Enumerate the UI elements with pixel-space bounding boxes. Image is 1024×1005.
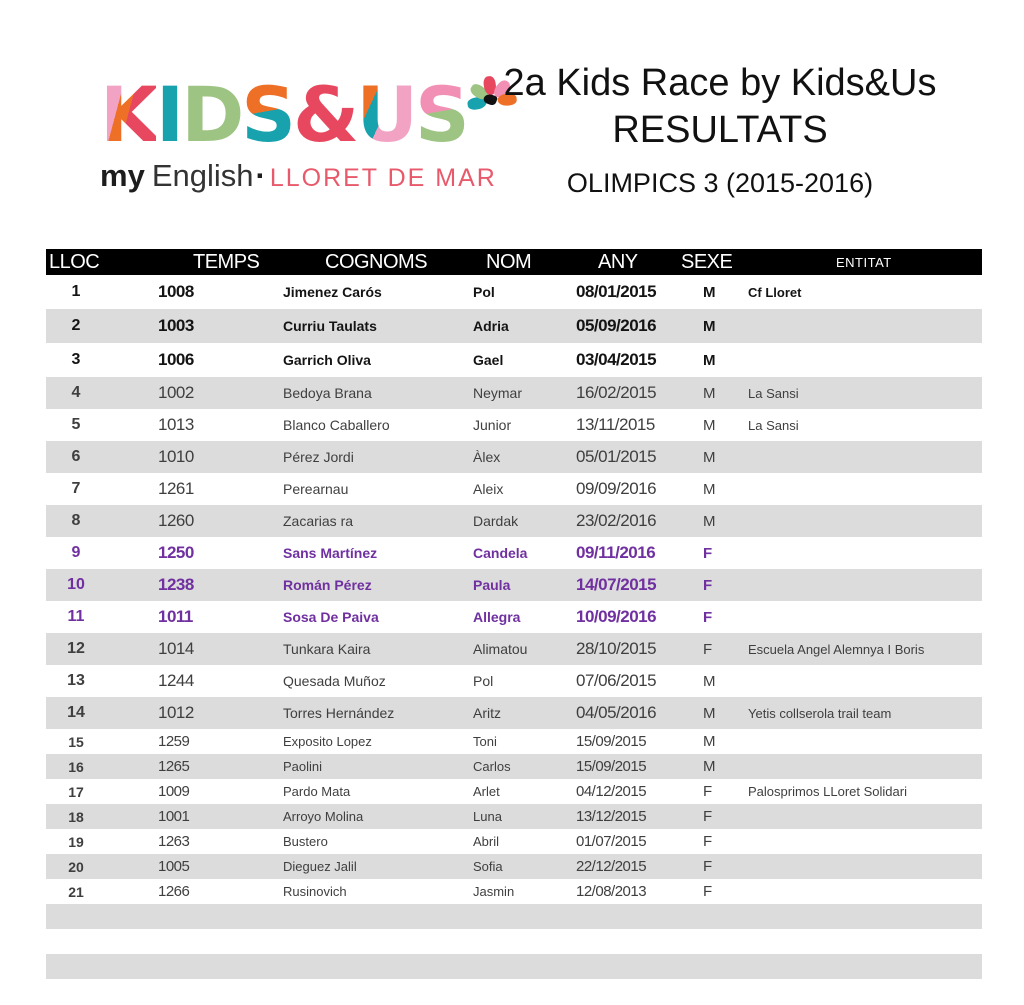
header-cell-cognoms: COGNOMS xyxy=(325,251,428,273)
header-cell-entitat: ENTITAT xyxy=(836,255,892,270)
cell-lloc: 19 xyxy=(68,833,84,850)
cell-nom: Dardak xyxy=(473,513,519,529)
cell-temps: 1011 xyxy=(158,607,193,626)
cell-any: 28/10/2015 xyxy=(576,639,657,658)
cell-nom: Paula xyxy=(473,577,511,593)
logo-letter: U xyxy=(356,70,414,159)
cell-temps: 1250 xyxy=(158,543,194,562)
cell-nom: Aleix xyxy=(473,481,504,497)
tagline-english: English xyxy=(151,158,254,193)
table-row xyxy=(46,569,982,601)
cell-sexe: M xyxy=(703,672,716,690)
table-row xyxy=(46,537,982,569)
table-row xyxy=(46,601,982,633)
cell-temps: 1261 xyxy=(158,479,194,498)
cell-temps: 1238 xyxy=(158,575,194,594)
cell-lloc: 2 xyxy=(71,317,81,334)
table-row xyxy=(46,633,982,665)
table-row xyxy=(46,804,982,829)
cell-cognoms: Bedoya Brana xyxy=(283,385,372,401)
header-cell-nom: NOM xyxy=(486,251,532,273)
cell-temps: 1012 xyxy=(158,703,194,722)
logo-letter: K xyxy=(100,70,154,159)
cell-sexe: M xyxy=(703,512,716,530)
cell-any: 22/12/2015 xyxy=(576,858,647,875)
kidsus-wordmark xyxy=(100,68,470,158)
cell-cognoms: Blanco Caballero xyxy=(283,417,390,433)
cell-temps: 1244 xyxy=(158,671,194,690)
cell-sexe: F xyxy=(703,858,713,875)
cell-cognoms: Paolini xyxy=(283,759,323,774)
cell-sexe: M xyxy=(703,758,716,775)
table-row-empty xyxy=(46,904,982,929)
cell-temps: 1265 xyxy=(158,758,190,775)
flower-asterisk-icon xyxy=(469,74,470,124)
cell-any: 05/01/2015 xyxy=(576,447,657,466)
cell-temps: 1003 xyxy=(158,316,194,335)
cell-any: 10/09/2016 xyxy=(576,607,657,626)
cell-cognoms: Arroyo Molina xyxy=(283,809,364,824)
cell-any: 05/09/2016 xyxy=(576,316,657,335)
cell-cognoms: Exposito Lopez xyxy=(283,734,372,749)
cell-lloc: 21 xyxy=(68,883,84,900)
cell-entitat: Palosprimos LLoret Solidari xyxy=(748,784,907,799)
table-row xyxy=(46,854,982,879)
results-table-body xyxy=(46,275,982,979)
cell-lloc: 14 xyxy=(67,704,85,721)
logo-letter: D xyxy=(181,70,240,159)
cell-temps: 1263 xyxy=(158,833,190,850)
cell-any: 09/11/2016 xyxy=(576,543,656,562)
cell-any: 07/06/2015 xyxy=(576,671,657,690)
cell-nom: Pol xyxy=(473,673,494,689)
title-category: OLIMPICS 3 (2015-2016) xyxy=(566,168,874,198)
cell-temps: 1005 xyxy=(158,858,190,875)
cell-nom: Sofia xyxy=(473,859,503,874)
cell-any: 23/02/2016 xyxy=(576,511,657,530)
cell-entitat: Cf Lloret xyxy=(748,284,802,300)
cell-entitat: La Sansi xyxy=(748,385,799,401)
cell-nom: Arlet xyxy=(473,784,500,799)
cell-sexe: M xyxy=(703,384,716,402)
cell-lloc: 11 xyxy=(67,608,85,625)
cell-nom: Adria xyxy=(473,318,509,334)
cell-any: 14/07/2015 xyxy=(576,575,657,594)
table-row xyxy=(46,697,982,729)
cell-cognoms: Tunkara Kaira xyxy=(283,641,371,657)
cell-cognoms: Pardo Mata xyxy=(283,784,351,799)
header-cell-temps: TEMPS xyxy=(193,251,260,273)
cell-any: 04/05/2016 xyxy=(576,703,657,722)
cell-nom: Luna xyxy=(473,809,502,824)
cell-any: 09/09/2016 xyxy=(576,479,657,498)
logo-letter: S xyxy=(415,70,465,159)
cell-sexe: F xyxy=(703,640,713,658)
cell-sexe: F xyxy=(703,544,713,562)
cell-nom: Carlos xyxy=(473,759,511,774)
cell-nom: Àlex xyxy=(473,449,501,465)
logo-letter: I xyxy=(155,70,180,159)
cell-sexe: F xyxy=(703,833,713,850)
tagline-location: LLORET DE MAR xyxy=(269,164,497,192)
cell-lloc: 1 xyxy=(71,283,81,300)
cell-cognoms: Jimenez Carós xyxy=(283,284,382,300)
cell-lloc: 12 xyxy=(67,640,85,657)
cell-any: 08/01/2015 xyxy=(576,282,657,301)
cell-entitat: La Sansi xyxy=(748,417,799,433)
cell-nom: Pol xyxy=(473,284,495,300)
cell-lloc: 15 xyxy=(68,733,84,750)
cell-nom: Allegra xyxy=(473,609,521,625)
cell-sexe: M xyxy=(703,704,716,722)
logo-tagline xyxy=(100,158,497,194)
tagline-separator: · xyxy=(255,158,266,193)
cell-any: 16/02/2015 xyxy=(576,383,657,402)
cell-cognoms: Bustero xyxy=(283,834,328,849)
title-race-name: 2a Kids Race by Kids&Us xyxy=(503,62,937,104)
table-row xyxy=(46,409,982,441)
cell-entitat: Escuela Angel Alemnya I Boris xyxy=(748,641,925,657)
cell-sexe: M xyxy=(703,351,716,369)
cell-lloc: 17 xyxy=(68,783,84,800)
cell-entitat: Yetis collserola trail team xyxy=(748,705,892,721)
tagline-my: my xyxy=(100,158,145,193)
cell-cognoms: Sans Martínez xyxy=(283,545,378,561)
cell-cognoms: Dieguez Jalil xyxy=(283,859,357,874)
cell-cognoms: Curriu Taulats xyxy=(283,318,377,334)
kidsus-logo xyxy=(100,68,497,194)
header-cell-sexe: SEXE xyxy=(681,251,733,273)
cell-lloc: 20 xyxy=(68,858,84,875)
cell-lloc: 7 xyxy=(71,480,81,497)
page-title xyxy=(492,60,948,200)
cell-any: 04/12/2015 xyxy=(576,783,647,800)
cell-temps: 1008 xyxy=(158,282,194,301)
cell-nom: Toni xyxy=(473,734,497,749)
cell-any: 12/08/2013 xyxy=(576,883,647,900)
logo-letter: S xyxy=(241,70,292,159)
cell-sexe: M xyxy=(703,733,716,750)
results-table xyxy=(46,249,982,979)
cell-cognoms: Zacarias ra xyxy=(283,513,354,529)
cell-nom: Candela xyxy=(473,545,528,561)
cell-lloc: 5 xyxy=(71,416,81,433)
cell-any: 13/11/2015 xyxy=(576,415,655,434)
cell-sexe: M xyxy=(703,480,716,498)
table-row xyxy=(46,829,982,854)
cell-nom: Jasmin xyxy=(473,884,515,899)
table-row xyxy=(46,473,982,505)
table-row xyxy=(46,879,982,904)
cell-lloc: 16 xyxy=(68,758,84,775)
cell-sexe: M xyxy=(703,448,716,466)
header-cell-any: ANY xyxy=(598,251,638,273)
table-row xyxy=(46,275,982,309)
table-row xyxy=(46,441,982,473)
table-row xyxy=(46,779,982,804)
cell-temps: 1002 xyxy=(158,383,194,402)
cell-any: 15/09/2015 xyxy=(576,758,647,775)
table-row xyxy=(46,377,982,409)
cell-nom: Alimatou xyxy=(473,641,528,657)
cell-lloc: 9 xyxy=(71,544,81,561)
table-row xyxy=(46,505,982,537)
cell-lloc: 8 xyxy=(71,512,81,529)
cell-lloc: 13 xyxy=(67,672,85,689)
cell-sexe: F xyxy=(703,808,713,825)
cell-lloc: 10 xyxy=(67,576,85,593)
cell-sexe: M xyxy=(703,283,716,301)
cell-lloc: 18 xyxy=(68,808,84,825)
cell-nom: Junior xyxy=(473,417,512,433)
cell-temps: 1014 xyxy=(158,639,194,658)
cell-cognoms: Pérez Jordi xyxy=(283,449,354,465)
cell-lloc: 4 xyxy=(71,384,81,401)
cell-nom: Gael xyxy=(473,352,504,368)
cell-temps: 1010 xyxy=(158,447,194,466)
cell-cognoms: Torres Hernández xyxy=(283,705,395,721)
logo-letter: & xyxy=(293,70,355,159)
cell-cognoms: Perearnau xyxy=(283,481,349,497)
cell-any: 13/12/2015 xyxy=(576,808,647,825)
table-row-empty xyxy=(46,954,982,979)
cell-sexe: M xyxy=(703,317,716,335)
cell-any: 15/09/2015 xyxy=(576,733,647,750)
cell-temps: 1006 xyxy=(158,350,194,369)
table-row xyxy=(46,754,982,779)
table-row xyxy=(46,729,982,754)
header-cell-lloc: LLOC xyxy=(49,251,100,273)
cell-lloc: 6 xyxy=(71,448,81,465)
table-row xyxy=(46,665,982,697)
table-row xyxy=(46,309,982,343)
cell-any: 03/04/2015 xyxy=(576,350,657,369)
cell-sexe: F xyxy=(703,783,713,800)
cell-nom: Neymar xyxy=(473,385,523,401)
cell-temps: 1260 xyxy=(158,511,194,530)
cell-lloc: 3 xyxy=(71,351,81,368)
cell-any: 01/07/2015 xyxy=(576,833,647,850)
cell-cognoms: Román Pérez xyxy=(283,577,372,593)
cell-temps: 1266 xyxy=(158,883,190,900)
cell-temps: 1013 xyxy=(158,415,194,434)
cell-sexe: F xyxy=(703,576,713,594)
table-row xyxy=(46,343,982,377)
cell-sexe: M xyxy=(703,416,716,434)
cell-nom: Abril xyxy=(473,834,500,849)
title-resultats: RESULTATS xyxy=(612,109,828,151)
table-header xyxy=(46,249,982,275)
cell-cognoms: Quesada Muñoz xyxy=(283,673,386,689)
cell-cognoms: Sosa De Paiva xyxy=(283,609,379,625)
cell-sexe: F xyxy=(703,608,713,626)
cell-sexe: F xyxy=(703,883,713,900)
table-row-empty xyxy=(46,929,982,954)
cell-nom: Aritz xyxy=(473,705,501,721)
cell-temps: 1009 xyxy=(158,783,190,800)
cell-cognoms: Rusinovich xyxy=(283,884,347,899)
cell-cognoms: Garrich Oliva xyxy=(283,352,371,368)
cell-temps: 1259 xyxy=(158,733,190,750)
cell-temps: 1001 xyxy=(158,808,190,825)
